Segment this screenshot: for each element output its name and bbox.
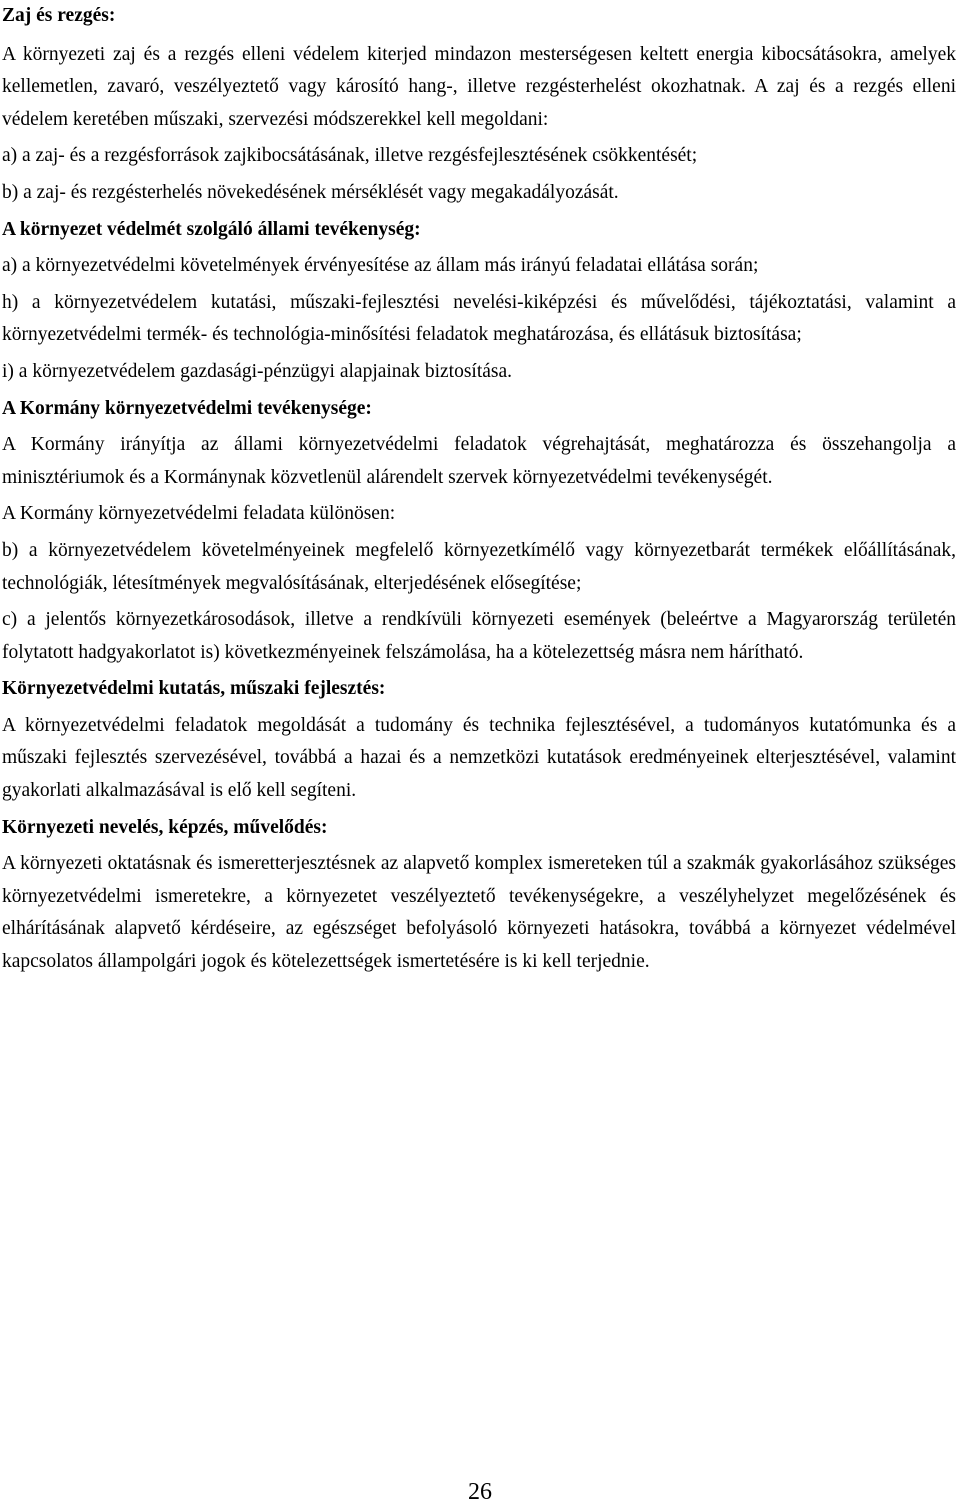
paragraph-zaj-intro: A környezeti zaj és a rezgés elleni védelem kiterjed mindazon mesterségesen keltett energia kibocsátásokra, amelyek kellemetlen, zavaró, veszélyeztető vagy károsító hang-, illetve rezgésterhelést okozhatnak. A zaj és a rezgés elleni védelem keretében műszaki, szervezési módszerekkel kell megoldani: [2,43,956,130]
list-item-kormany-c: c) a jelentős környezetkárosodások, illetve a rendkívüli környezeti események (beleértve a Magyarország területén folytatott hadgyakorlatot is) következményeinek felszámolása, ha a kötelezettség másra nem hárítható. [2,609,956,663]
list-item-allami-i: i) a környezetvédelem gazdasági-pénzügyi alapjainak biztosítása. [2,360,513,382]
paragraph-neveles: A környezeti oktatásnak és ismeretterjesztésnek az alapvető komplex ismereteken túl a szakmák gyakorlásához szükséges környezetvédelmi ismeretekre, a környezetet veszélyeztető tevékenységekre, a veszélyhelyzet megelőzésének és elhárításának alapvető kérdéseire, az egészséget befolyásoló környezeti hatásokra, továbbá a környezet védelmével kapcsolatos állampolgári jogok és kötelezettségek ismertetésére is ki kell terjednie. [2,853,956,973]
heading-kormany: A Kormány környezetvédelmi tevékenysége: [2,397,372,419]
paragraph-kormany-2: A Kormány környezetvédelmi feladata különösen: [2,503,396,525]
list-item-zaj-a: a) a zaj- és a rezgésforrások zajkibocsátásának, illetve rezgésfejlesztésének csökkentését; [2,145,698,167]
paragraph-kormany-1: A Kormány irányítja az állami környezetvédelmi feladatok végrehajtását, meghatározza és összehangolja a minisztériumok és a Kormánynak közvetlenül alárendelt szervek környezetvédelmi tevékenységét. [2,434,956,488]
page-number: 26 [468,1479,492,1505]
list-item-allami-h: h) a környezetvédelem kutatási, műszaki-fejlesztési nevelési-kiképzési és művelődési, tájékoztatási, valamint a környezetvédelmi termék- és technológia-minősítési feladatok meghatározása, és ellátásuk biztosítása; [2,291,956,346]
document-body [2,0,956,979]
heading-zaj: Zaj és rezgés: [2,5,116,26]
list-item-zaj-b: b) a zaj- és rezgésterhelés növekedésének mérséklését vagy megakadályozását. [2,181,619,203]
paragraph-kutatas: A környezetvédelmi feladatok megoldását a tudomány és technika fejlesztésével, a tudományos kutatómunka és a műszaki fejlesztés szervezésével, továbbá a hazai és a nemzetközi kutatások eredményeinek elterjesztésével, valamint gyakorlati alkalmazásával is elő kell segíteni. [2,714,956,802]
heading-kutatas: Környezetvédelmi kutatás, műszaki fejlesztés: [2,678,386,700]
list-item-kormany-b: b) a környezetvédelem követelményeinek megfelelő környezetkímélő vagy környezetbarát termékek előállításának, technológiák, létesítmények megvalósításának, elterjedésének elősegítése; [2,539,956,594]
list-item-allami-a: a) a környezetvédelmi követelmények érvényesítése az állam más irányú feladatai ellátása során; [2,255,759,277]
heading-allami: A környezet védelmét szolgáló állami tevékenység: [2,218,421,240]
heading-neveles: Környezeti nevelés, képzés, művelődés: [2,816,328,838]
